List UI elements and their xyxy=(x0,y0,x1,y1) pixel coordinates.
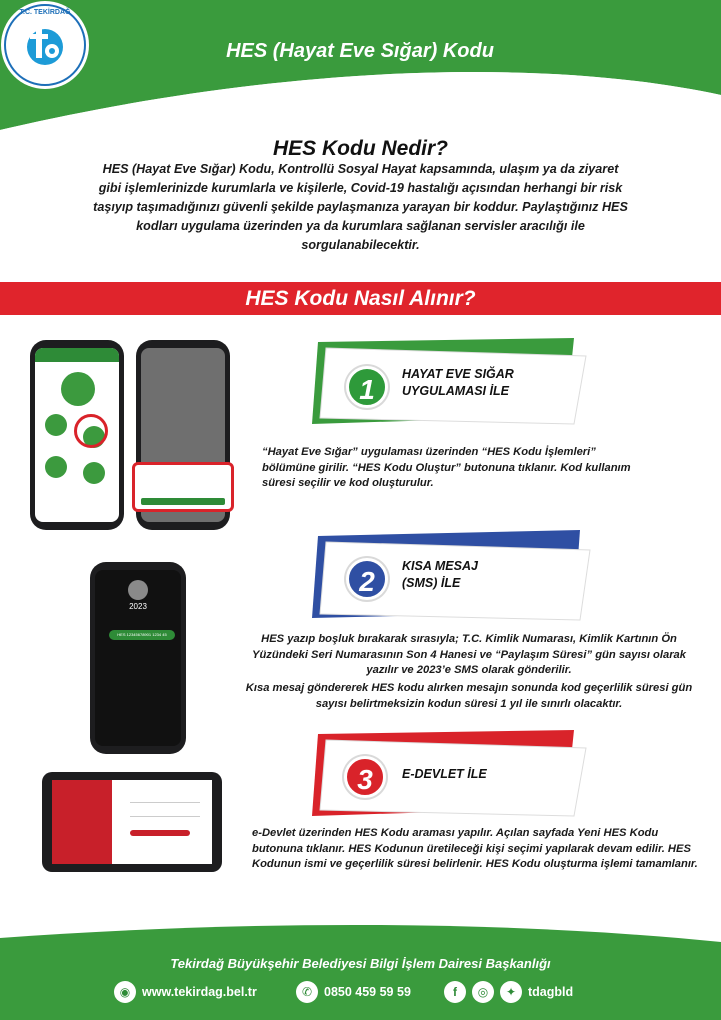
app-menu-circle xyxy=(83,462,105,484)
intro-text: HES (Hayat Eve Sığar) Kodu, Kontrollü Sosyal Hayat kapsamında, ulaşım ya da ziyaret gibi işlemlerinizde kurumlarla ve kişilerle, Covid-19 hastalığı açısından herhangi bir risk taşıyıp taşımadığınızı güvenli şekilde paylaşmanıza yarayan bir koddur. Paylaştığınız HES kodları uygulama üzerinden ya da kurumlara sağlanan servisler aracılığı ile sorgulanabilecektir. xyxy=(93,162,628,252)
instagram-icon[interactable]: ◎ xyxy=(472,981,494,1003)
phone-app-home xyxy=(30,340,124,530)
app-menu-circle xyxy=(45,414,67,436)
step-3-description: e-Devlet üzerinden HES Kodu araması yapılır. Açılan sayfada Yeni HES Kodu butonuna tıklanır. HES Kodunun üretileceği kişi seçimi yapılarak devam edilir. HES Kodunun ismi ve geçerlilik süresi belirlenir. HES Kodu oluşturma işlemi tamamlanır. xyxy=(252,827,698,870)
edevlet-input xyxy=(130,812,200,817)
phone-icon: ✆ xyxy=(296,981,318,1003)
step-2-number: 2 xyxy=(346,558,388,600)
app-topbar xyxy=(35,348,119,362)
step-2-description-note: Kısa mesaj göndererek HES kodu alırken mesajın sonunda kod geçerlilik süresi gün sayısı belirtmeksizin kodun süresi 1 yıl ile sınırlı olacaktır. xyxy=(245,682,693,710)
facebook-icon[interactable]: f xyxy=(444,981,466,1003)
phone-code-dialog xyxy=(136,340,230,530)
footer-title: Tekirdağ Büyükşehir Belediyesi Bilgi İşlem Dairesi Başkanlığı xyxy=(170,956,551,971)
step-2-label-line1: KISA MESAJ xyxy=(402,559,478,573)
phone-text: 0850 459 59 59 xyxy=(324,985,411,999)
svg-text:T.C. TEKİRDAĞ: T.C. TEKİRDAĞ xyxy=(19,9,71,16)
step-3-badge xyxy=(304,730,594,820)
step-1-description: “Hayat Eve Sığar” uygulaması üzerinden “HES Kodu İşlemleri” bölümüne girilir. “HES Kodu Oluştur” butonuna tıklanır. Kod kullanım süresi seçilir ve kod oluşturulur. xyxy=(262,446,631,489)
step-2-badge xyxy=(306,530,596,622)
app-menu-circle xyxy=(61,372,95,406)
edevlet-input xyxy=(130,798,200,803)
tablet-screen xyxy=(52,780,212,864)
howto-banner: HES Kodu Nasıl Alınır? xyxy=(0,282,721,315)
step-1-label-line1: HAYAT EVE SIĞAR xyxy=(402,367,514,381)
twitter-icon[interactable]: ✦ xyxy=(500,981,522,1003)
sms-bubble: HES 12345678901 1234 45 xyxy=(109,630,175,640)
footer-social[interactable] xyxy=(444,980,573,1004)
phone-screen xyxy=(95,570,181,746)
tablet-edevlet xyxy=(42,772,222,872)
phone-sms xyxy=(90,562,186,754)
app-menu-circle xyxy=(45,456,67,478)
sms-recipient: 2023 xyxy=(129,602,147,611)
footer-website[interactable] xyxy=(114,980,257,1004)
step-1-badge xyxy=(304,338,594,428)
step-3-number: 3 xyxy=(344,756,386,798)
step-3-label: E-DEVLET İLE xyxy=(402,767,487,781)
code-duration-dialog xyxy=(132,462,234,512)
header-background xyxy=(0,0,721,145)
step-2-label-line2: (SMS) İLE xyxy=(402,576,461,590)
globe-icon: ◉ xyxy=(114,981,136,1003)
step-2-description: HES yazıp boşluk bırakarak sırasıyla; T.C. Kimlik Numarası, Kimlik Kartının Ön Yüzündeki Seri Numarasının Son 4 Hanesi ve “Paylaşım Süresi” gün sayısı olarak yazılır ve 2023’e SMS olarak gönderilir. xyxy=(252,633,686,676)
hes-menu-highlight xyxy=(74,414,108,448)
social-handle: tdagbld xyxy=(528,985,574,999)
edevlet-login-button xyxy=(130,830,190,836)
step-1-number: 1 xyxy=(346,366,388,408)
header-title: HES (Hayat Eve Sığar) Kodu xyxy=(226,40,494,62)
intro-title: HES Kodu Nedir? xyxy=(272,137,448,160)
edevlet-side-panel xyxy=(52,780,112,864)
header xyxy=(0,0,721,145)
create-code-button xyxy=(141,498,225,505)
website-text: www.tekirdag.bel.tr xyxy=(142,985,257,999)
tekirdag-municipality-logo xyxy=(0,0,90,90)
footer-phone[interactable] xyxy=(296,980,411,1004)
step-1-label-line2: UYGULAMASI İLE xyxy=(402,384,509,398)
contact-avatar xyxy=(128,580,148,600)
